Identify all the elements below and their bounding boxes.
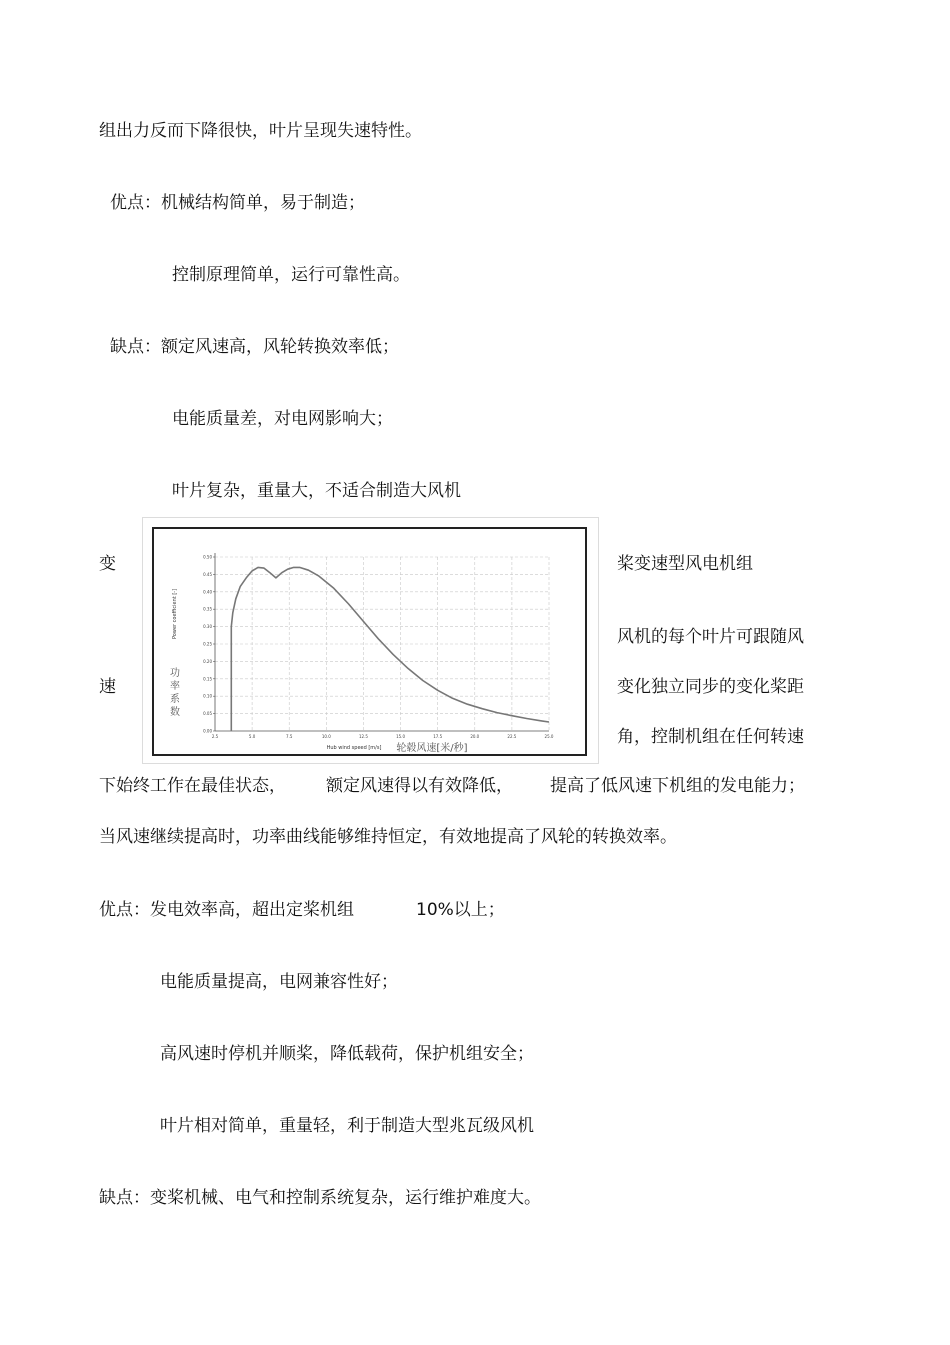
side-text-right: 变化独立同步的变化桨距 [617, 677, 804, 697]
y-axis-label-cn: 数 [170, 707, 180, 718]
x-tick-label: 12.5 [358, 734, 368, 739]
y-tick-label: 0.40 [203, 589, 212, 595]
paragraph-line: 电能质量提高，电网兼容性好； [160, 972, 398, 992]
paragraph-line: 10%以上； [416, 900, 505, 920]
chart-svg [154, 529, 585, 754]
y-axis-label-cn: 率 [170, 681, 180, 692]
paragraph-line: 当风速继续提高时，功率曲线能够维持恒定，有效地提高了风轮的转换效率。 [99, 827, 677, 847]
x-axis-label-en: Hub wind speed [m/s] [326, 745, 382, 751]
y-tick-label: 0.15 [203, 676, 212, 682]
side-text-right: 风机的每个叶片可跟随风 [617, 627, 804, 647]
paragraph-line: 下始终工作在最佳状态， [99, 776, 286, 796]
paragraph-line: 缺点：额定风速高，风轮转换效率低； [110, 337, 399, 357]
paragraph-line: 优点：发电效率高，超出定桨机组 [99, 900, 354, 920]
y-tick-label: 0.05 [203, 711, 212, 717]
x-tick-label: 7.5 [286, 734, 293, 739]
figure-frame [142, 517, 599, 764]
paragraph-line: 缺点：变桨机械、电气和控制系统复杂，运行维护难度大。 [99, 1188, 541, 1208]
x-tick-label: 17.5 [433, 734, 443, 739]
y-axis-label-en: Power coefficient [-] [172, 588, 178, 640]
side-text-left: 速 [99, 677, 116, 697]
y-tick-label: 0.25 [203, 641, 212, 647]
y-tick-label: 0.50 [203, 554, 212, 560]
side-text-right: 角，控制机组在任何转速 [617, 727, 804, 747]
paragraph-line: 叶片复杂，重量大，不适合制造大风机 [172, 481, 461, 501]
y-axis-label-cn: 功 [170, 668, 180, 679]
paragraph-line: 叶片相对简单，重量轻，利于制造大型兆瓦级风机 [160, 1116, 534, 1136]
power-coefficient-chart [152, 527, 587, 756]
x-tick-label: 2.5 [211, 734, 219, 739]
x-tick-label: 10.0 [321, 734, 331, 739]
y-tick-label: 0.10 [203, 693, 212, 699]
paragraph-line: 优点：机械结构简单，易于制造； [110, 193, 365, 213]
x-axis-label-cn: 轮毂风速[米/秒] [396, 743, 468, 754]
x-tick-label: 25.0 [544, 734, 554, 739]
y-tick-label: 0.20 [203, 658, 212, 664]
paragraph-line: 提高了低风速下机组的发电能力； [550, 776, 805, 796]
y-axis-label-cn: 系 [170, 694, 180, 705]
paragraph-line: 控制原理简单，运行可靠性高。 [172, 265, 410, 285]
paragraph-line: 电能质量差，对电网影响大； [172, 409, 393, 429]
side-text-right: 桨变速型风电机组 [617, 554, 753, 574]
paragraph-line: 高风速时停机并顺桨，降低载荷，保护机组安全； [160, 1044, 534, 1064]
x-tick-label: 22.5 [507, 734, 517, 739]
x-tick-label: 5.0 [248, 734, 256, 739]
y-tick-label: 0.00 [203, 728, 212, 734]
paragraph-line: 额定风速得以有效降低， [326, 776, 513, 796]
y-tick-label: 0.35 [203, 606, 212, 612]
paragraph-line: 组出力反而下降很快，叶片呈现失速特性。 [99, 121, 422, 141]
y-tick-label: 0.30 [203, 624, 212, 630]
x-tick-label: 20.0 [470, 734, 480, 739]
x-tick-label: 15.0 [396, 734, 406, 739]
side-text-left: 变 [99, 554, 116, 574]
y-tick-label: 0.45 [203, 571, 212, 577]
